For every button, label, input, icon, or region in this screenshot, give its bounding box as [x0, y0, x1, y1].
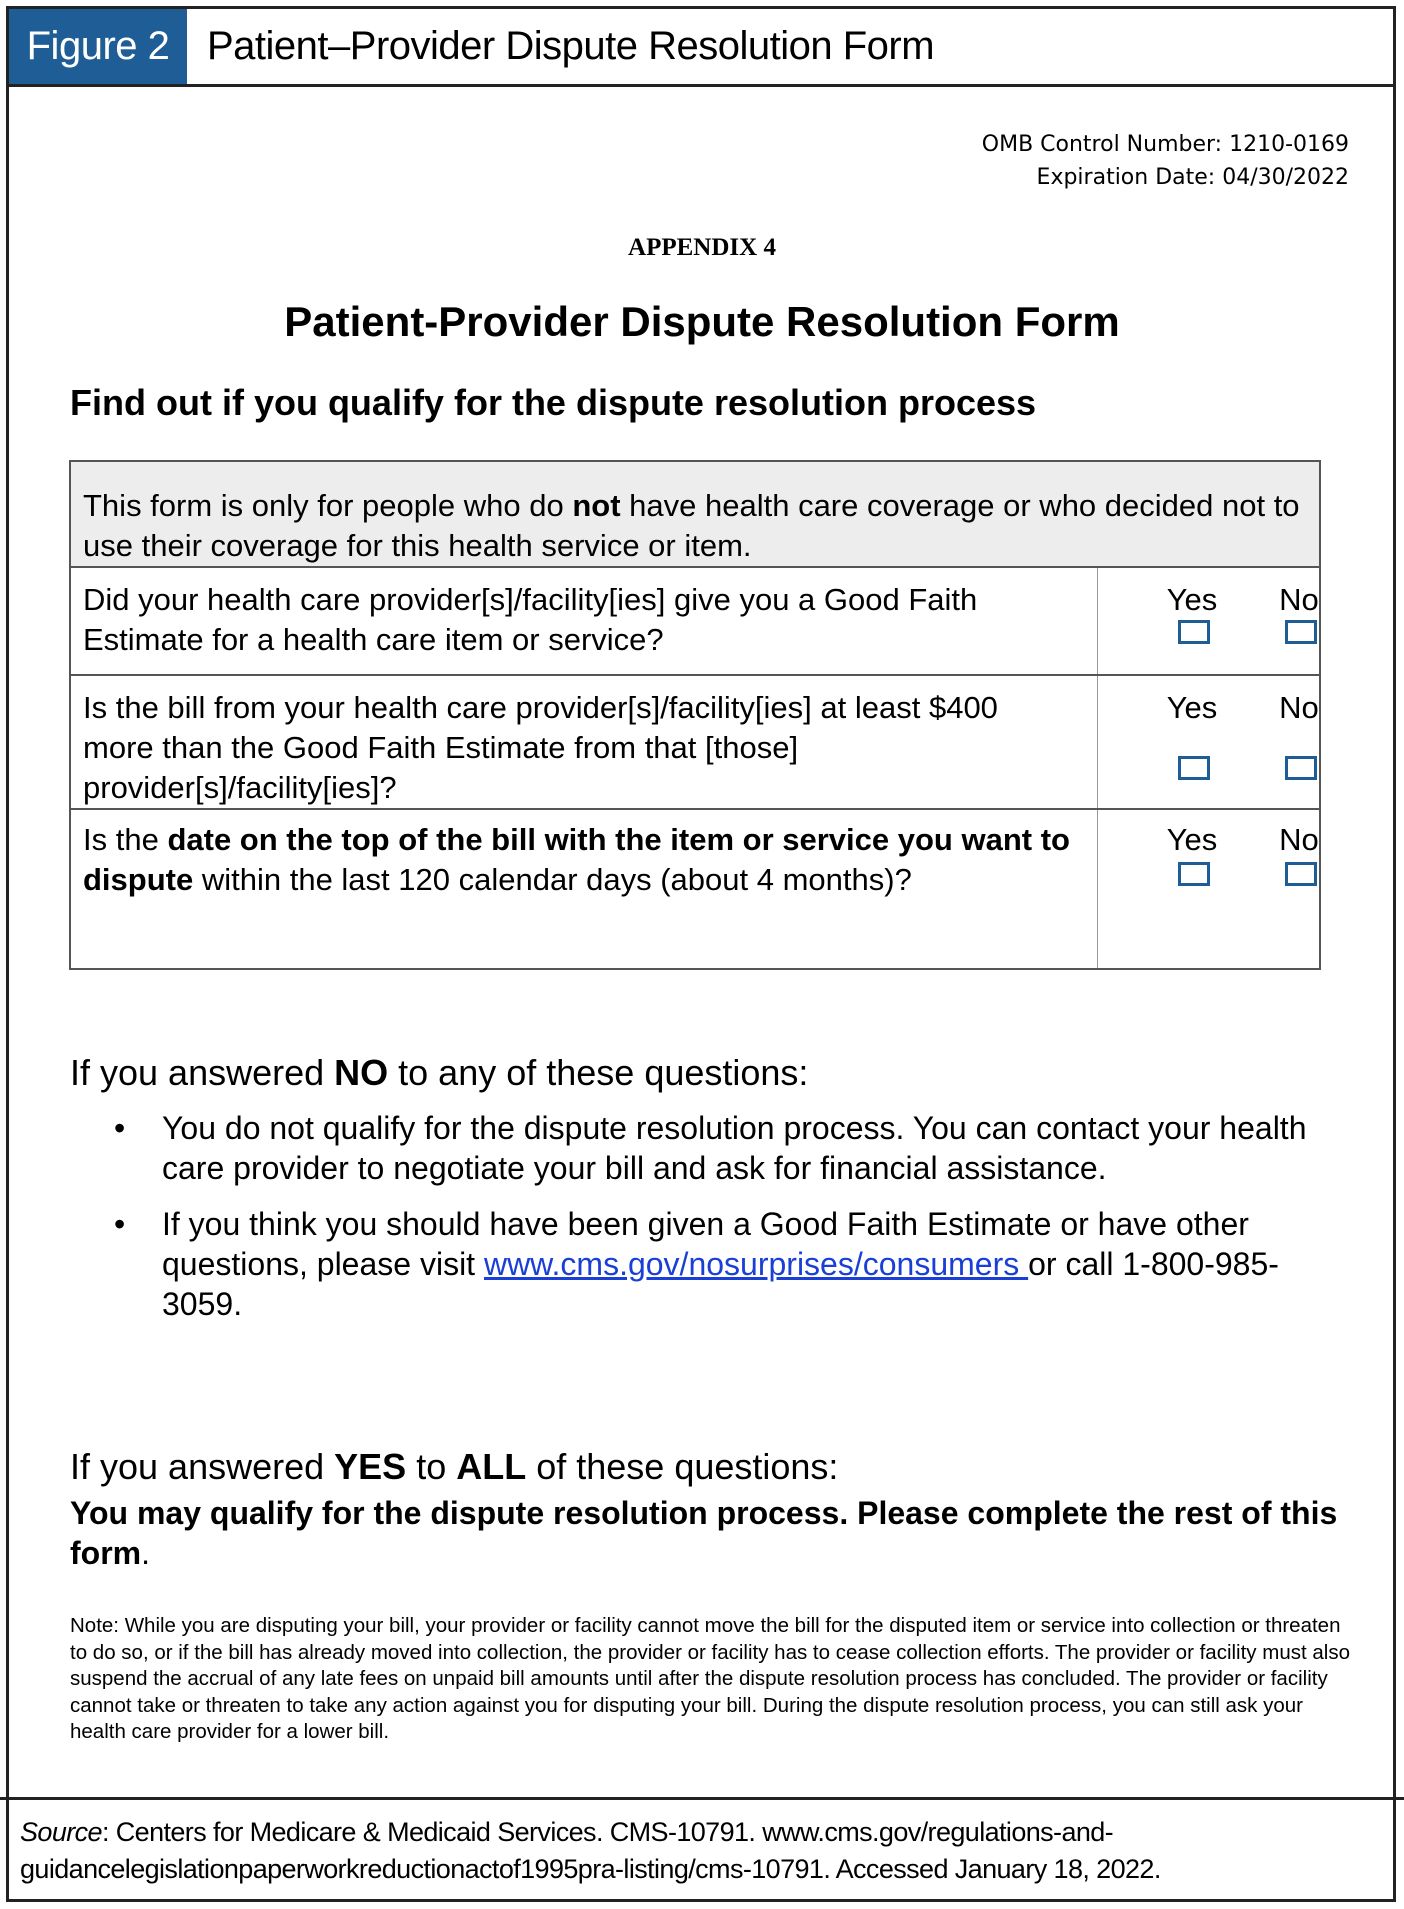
- list-item: [162, 1108, 1342, 1188]
- figure-title: Patient–Provider Dispute Resolution Form: [207, 24, 935, 68]
- q3-text-emphasis: date on the top of the bill with the item or service you want to dispute: [83, 822, 1070, 897]
- question-row-1: [71, 568, 1319, 676]
- no-heading-end: to any of these questions:: [388, 1052, 809, 1093]
- q1-no-label: No: [1279, 582, 1319, 617]
- q2-yes: [1142, 688, 1242, 728]
- q2-yes-label: Yes: [1166, 690, 1218, 725]
- qualify-statement: [70, 1493, 1350, 1573]
- coverage-notice: [71, 462, 1319, 568]
- dispute-note: Note: While you are disputing your bill, your provider or facility cannot move the bill for the disputed item or service into collection or threaten to do so, or if the bill has already moved into collection, the provider or facility has to cease collection efforts. The provider or facility must also suspend the accrual of any late fees on unpaid bill amounts until after the dispute resolution process has concluded. The provider or facility cannot take or threaten to take any action against you for disputing your bill. During the dispute resolution process, you can still ask your health care provider for a lower bill.: [70, 1614, 1350, 1744]
- qualify-statement-text: You may qualify for the dispute resolution process. Please complete the rest of this form: [70, 1495, 1338, 1571]
- q1-yes-checkbox[interactable]: [1178, 620, 1210, 644]
- bullet-1-text: You do not qualify for the dispute resolution process. You can contact your health care provider to negotiate your bill and ask for financial assistance.: [162, 1110, 1307, 1186]
- omb-expiration-date: Expiration Date: 04/30/2022: [1036, 165, 1349, 190]
- q3-yes-label: Yes: [1166, 822, 1218, 857]
- yes-heading-mid: to: [406, 1446, 457, 1487]
- source-label: Source: [20, 1817, 102, 1847]
- no-answer-list: [100, 1108, 1342, 1340]
- qualification-table: [69, 460, 1321, 970]
- q1-yes-label: Yes: [1166, 582, 1218, 617]
- qualify-statement-period: .: [141, 1535, 150, 1571]
- coverage-notice-text-end: have health care coverage or who decided not to use their coverage for this health service or item.: [83, 488, 1300, 563]
- q3-text-start: Is the: [83, 822, 168, 857]
- coverage-notice-text: This form is only for people who do: [83, 488, 573, 523]
- question-3-text: [83, 820, 1073, 900]
- question-2-text: Is the bill from your health care provider[s]/facility[ies] at least $400 more than the Good Faith Estimate from that [those] provider[s]/facility[ies]?: [83, 690, 998, 805]
- q2-no: [1249, 688, 1349, 728]
- yes-heading-emphasis-2: ALL: [456, 1446, 527, 1487]
- q3-yes: [1142, 820, 1242, 860]
- list-item: [162, 1204, 1342, 1324]
- column-divider: [1097, 810, 1098, 968]
- no-heading-emphasis: NO: [334, 1052, 389, 1093]
- yes-answer-heading: [70, 1446, 838, 1488]
- figure-label: Figure 2: [9, 9, 187, 84]
- q1-no: [1249, 580, 1349, 620]
- question-row-2: [71, 676, 1319, 810]
- coverage-notice-emphasis: not: [572, 488, 621, 523]
- form-subtitle: Find out if you qualify for the dispute resolution process: [70, 382, 1037, 423]
- source-divider: [0, 1797, 1404, 1800]
- bullet-2-text-end: or call 1-800-985-3059.: [162, 1246, 1279, 1322]
- bullet-2-text: If you think you should have been given a Good Faith Estimate or have other questions, please visit: [162, 1206, 1249, 1282]
- yes-heading-start: If you answered: [70, 1446, 335, 1487]
- appendix-label: APPENDIX 4: [628, 234, 776, 261]
- yes-heading-emphasis-1: YES: [334, 1446, 407, 1487]
- source-citation: [20, 1814, 1375, 1888]
- column-divider: [1097, 568, 1098, 674]
- q3-no: [1249, 820, 1349, 860]
- question-row-3: [71, 810, 1319, 968]
- q2-yes-checkbox[interactable]: [1178, 756, 1210, 780]
- no-answer-heading: [70, 1052, 808, 1094]
- column-divider: [1097, 676, 1098, 808]
- source-text: : Centers for Medicare & Medicaid Services. CMS-10791. www.cms.gov/regulations-and-guidancelegislationpaperworkreductionactof1995pra-listing/cms-10791. Accessed January 18, 2022.: [20, 1817, 1161, 1884]
- question-1-text: Did your health care provider[s]/facility[ies] give you a Good Faith Estimate for a health care item or service?: [83, 582, 978, 657]
- q3-no-checkbox[interactable]: [1285, 862, 1317, 886]
- no-heading-start: If you answered: [70, 1052, 335, 1093]
- q2-no-checkbox[interactable]: [1285, 756, 1317, 780]
- yes-heading-end: of these questions:: [526, 1446, 839, 1487]
- q3-text-end: within the last 120 calendar days (about 4 months)?: [193, 862, 912, 897]
- q1-yes: [1142, 580, 1242, 620]
- q1-no-checkbox[interactable]: [1285, 620, 1317, 644]
- q3-yes-checkbox[interactable]: [1178, 862, 1210, 886]
- form-title: Patient-Provider Dispute Resolution Form: [284, 298, 1120, 345]
- cms-consumers-link[interactable]: www.cms.gov/nosurprises/consumers: [483, 1246, 1029, 1282]
- omb-control-number: OMB Control Number: 1210-0169: [981, 132, 1349, 157]
- omb-block: [982, 128, 1349, 194]
- figure-header: [9, 9, 1393, 87]
- q2-no-label: No: [1279, 690, 1319, 725]
- q3-no-label: No: [1279, 822, 1319, 857]
